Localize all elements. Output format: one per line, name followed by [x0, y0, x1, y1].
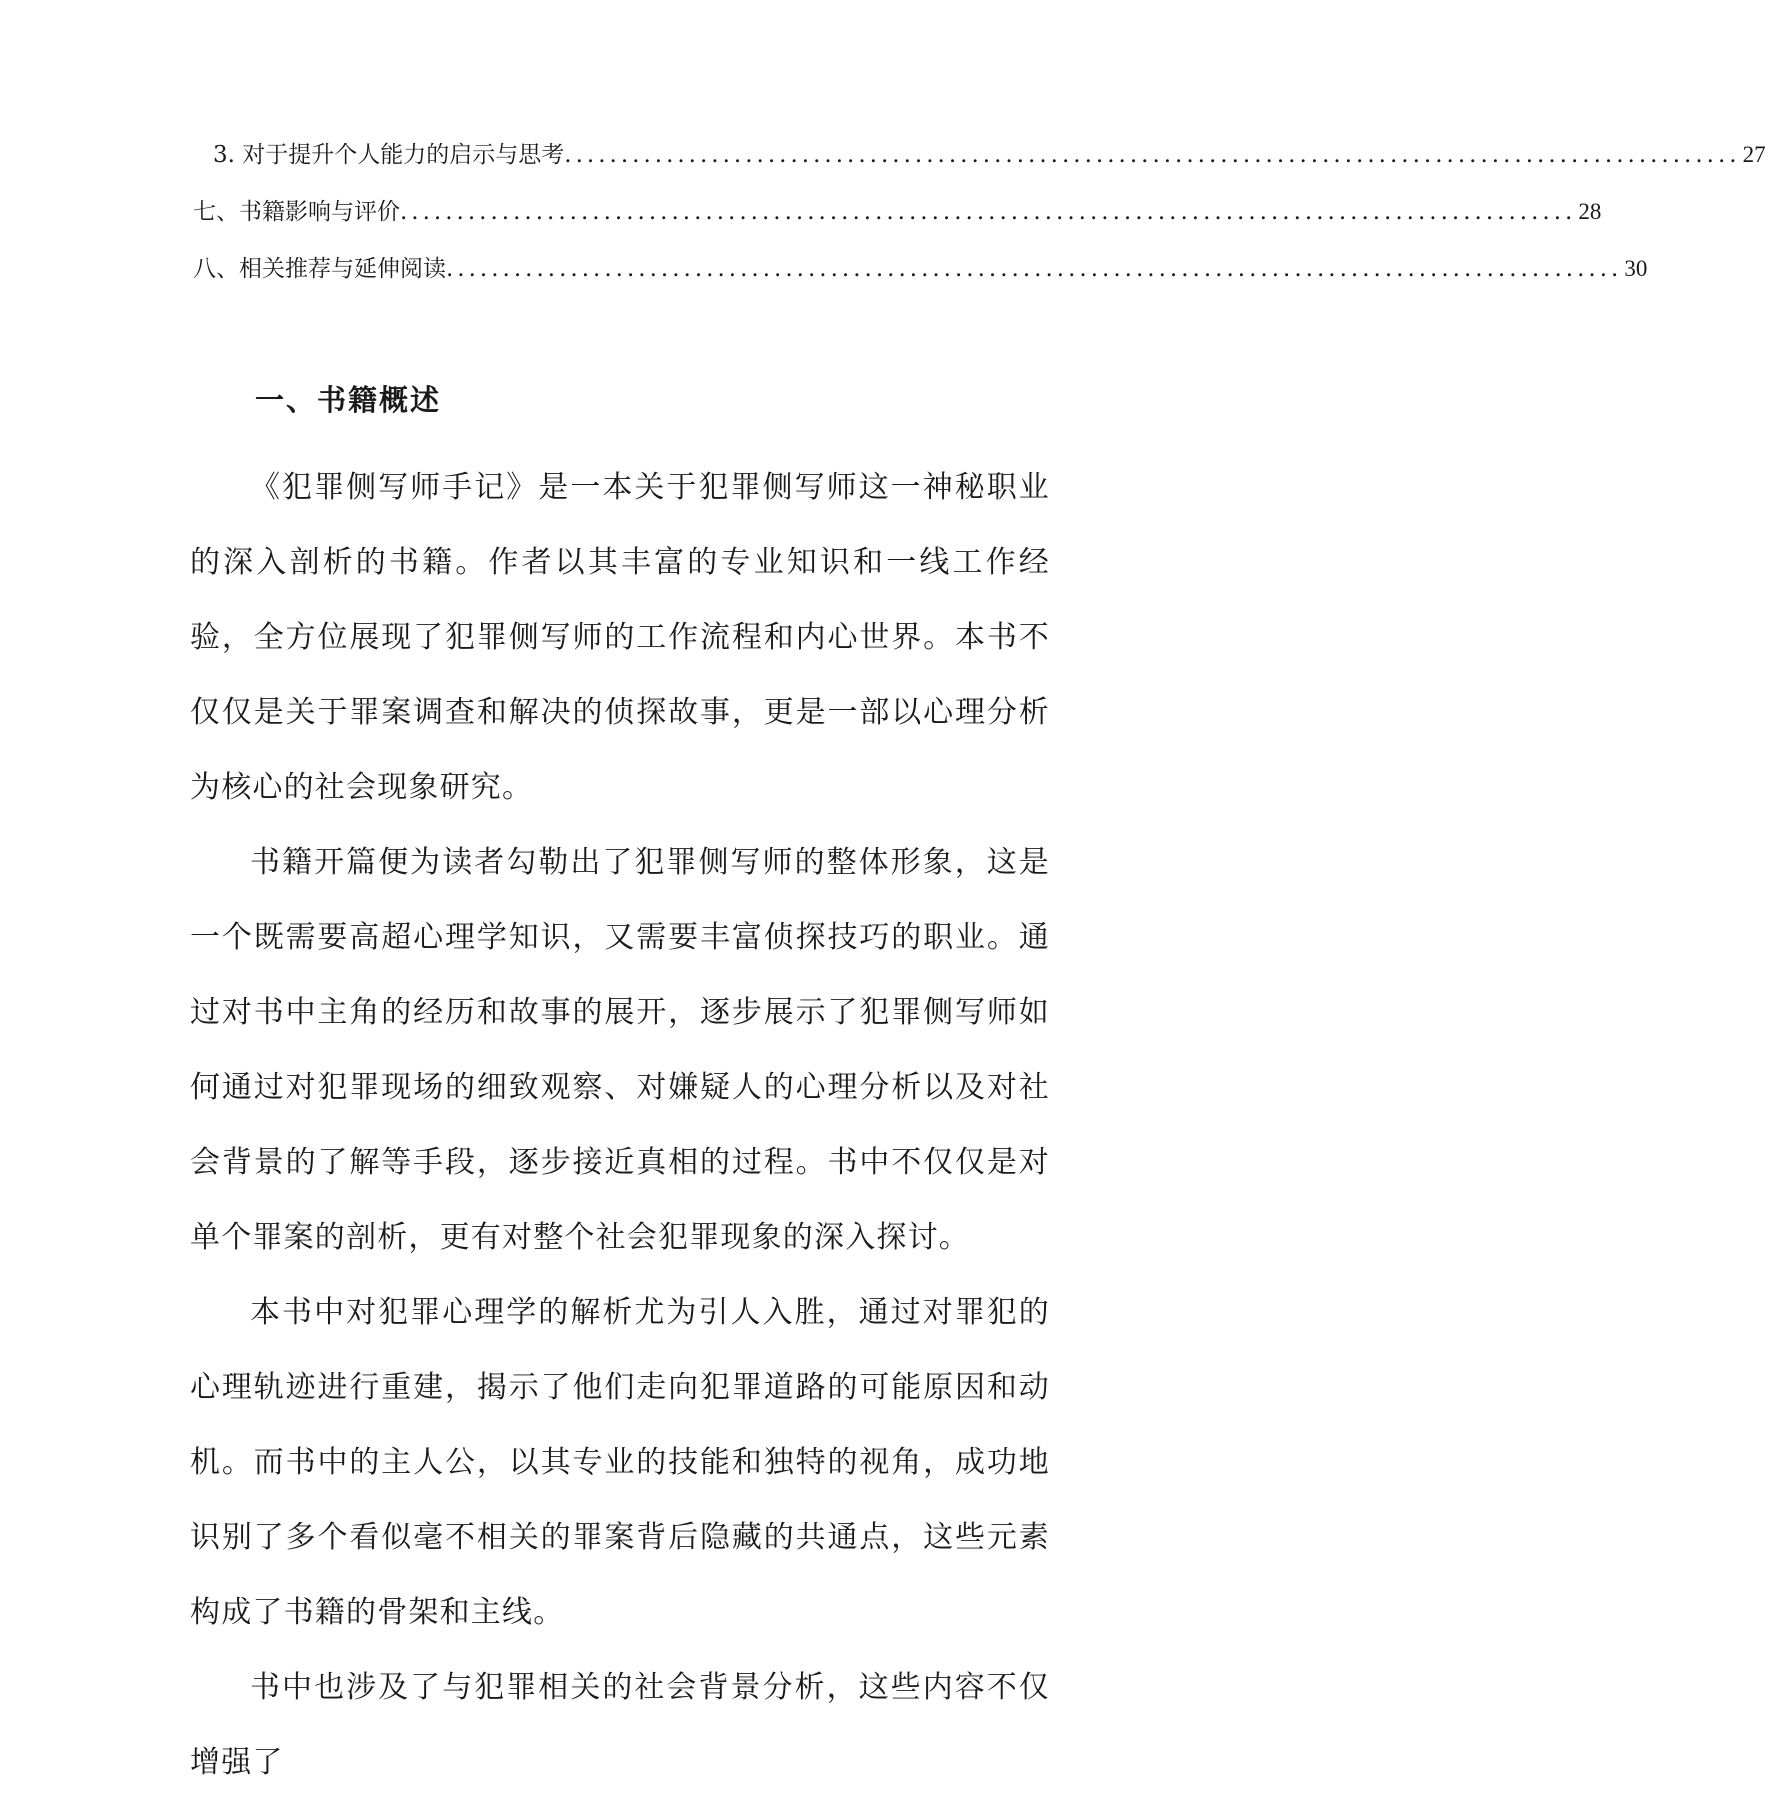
- toc-entry-page: 27: [1742, 142, 1766, 167]
- toc-entry[interactable]: [213, 136, 1766, 176]
- toc-entry-page: 28: [1578, 199, 1602, 224]
- toc-entry[interactable]: [193, 193, 1602, 233]
- toc-entry-page: 30: [1624, 256, 1648, 281]
- toc-leader-dots: ........................................................................................................: [564, 142, 1741, 168]
- toc-entry-label: 八、相关推荐与延伸阅读: [193, 256, 446, 282]
- body-paragraph: 书中也涉及了与犯罪相关的社会背景分析，这些内容不仅增强了: [190, 1670, 1050, 1780]
- body-paragraph: 书籍开篇便为读者勾勒出了犯罪侧写师的整体形象，这是一个既需要高超心理学知识，又需要丰富侦探技巧的职业。通过对书中主角的经历和故事的展开，逐步展示了犯罪侧写师如何通过对犯罪现场的细致观察、对嫌疑人的心理分析以及对社会背景的了解等手段，逐步接近真相的过程。书中不仅仅是对单个罪案的剖析，更有对整个社会犯罪现象的深入探讨。: [190, 845, 1050, 1255]
- toc-entry[interactable]: [193, 250, 1648, 290]
- toc-entry-label: 3. 对于提升个人能力的启示与思考: [213, 142, 565, 168]
- toc-leader-dots: ........................................................................................................: [400, 199, 1577, 225]
- toc-entry-label: 七、书籍影响与评价: [193, 199, 400, 225]
- toc-leader-dots: ........................................................................................................: [446, 256, 1623, 282]
- section-body: [190, 450, 1050, 1800]
- body-paragraph: 《犯罪侧写师手记》是一本关于犯罪侧写师这一神秘职业的深入剖析的书籍。作者以其丰富的专业知识和一线工作经验，全方位展现了犯罪侧写师的工作流程和内心世界。本书不仅仅是关于罪案调查和解决的侦探故事，更是一部以心理分析为核心的社会现象研究。: [190, 470, 1050, 805]
- section-heading: 一、书籍概述: [255, 383, 442, 417]
- body-paragraph: 本书中对犯罪心理学的解析尤为引人入胜，通过对罪犯的心理轨迹进行重建，揭示了他们走向犯罪道路的可能原因和动机。而书中的主人公，以其专业的技能和独特的视角，成功地识别了多个看似毫不相关的罪案背后隐藏的共通点，这些元素构成了书籍的骨架和主线。: [190, 1295, 1050, 1630]
